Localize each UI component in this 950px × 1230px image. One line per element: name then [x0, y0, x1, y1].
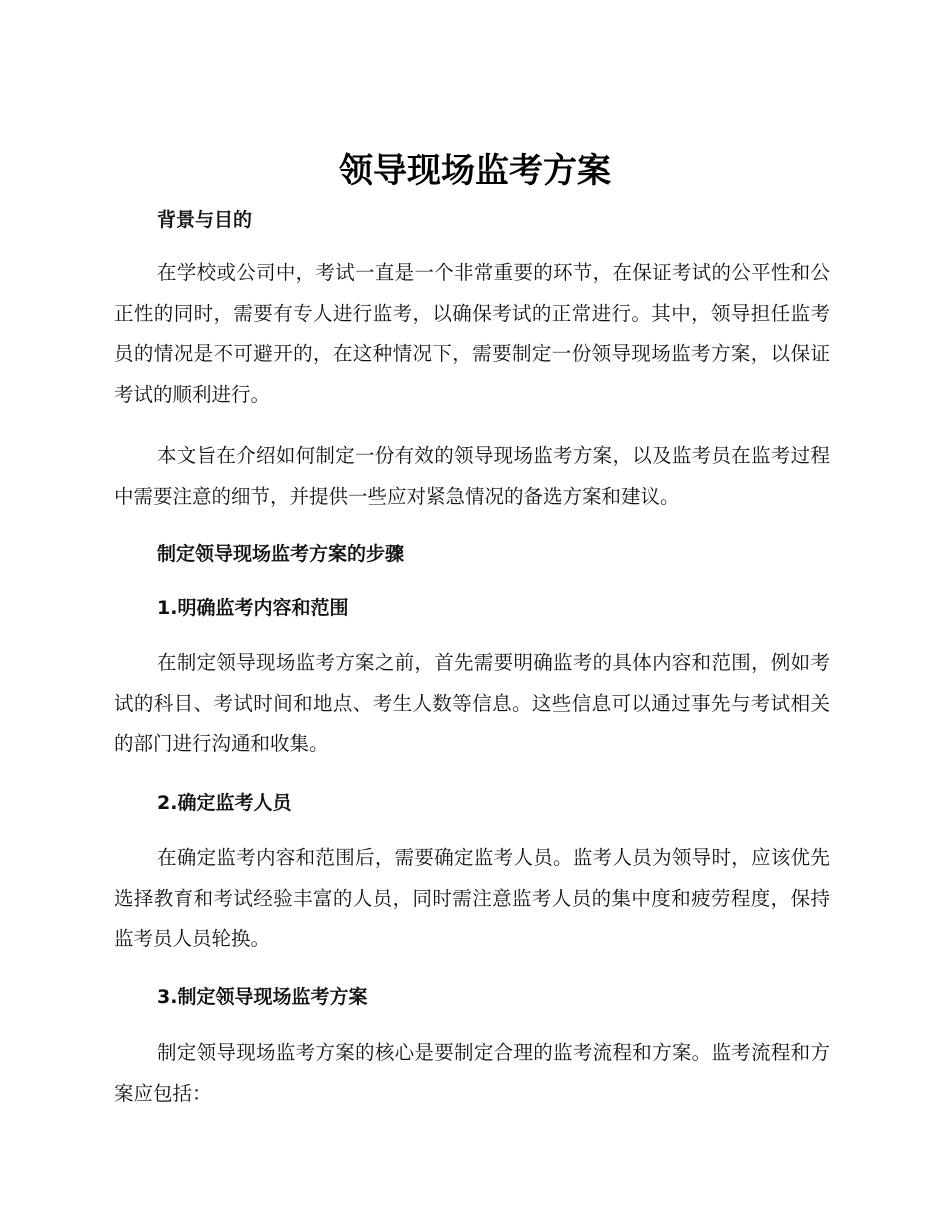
paragraph-step-1: 在制定领导现场监考方案之前，首先需要明确监考的具体内容和范围，例如考试的科目、考试时间和地点、考生人数等信息。这些信息可以通过事先与考试相关的部门进行沟通和收集。	[114, 651, 830, 755]
section-heading-background: 背景与目的	[157, 209, 253, 231]
paragraph-background-2: 本文旨在介绍如何制定一份有效的领导现场监考方案，以及监考员在监考过程中需要注意的细节，并提供一些应对紧急情况的备选方案和建议。	[114, 444, 830, 508]
step-heading-3: 3.制定领导现场监考方案	[157, 986, 368, 1008]
paragraph-step-3: 制定领导现场监考方案的核心是要制定合理的监考流程和方案。监考流程和方案应包括：	[114, 1041, 830, 1105]
step-heading-1: 1.明确监考内容和范围	[157, 597, 349, 619]
section-heading-steps: 制定领导现场监考方案的步骤	[157, 543, 405, 565]
paragraph-background-1: 在学校或公司中，考试一直是一个非常重要的环节，在保证考试的公平性和公正性的同时，需要有专人进行监考，以确保考试的正常进行。其中，领导担任监考员的情况是不可避开的，在这种情况下，需要制定一份领导现场监考方案，以保证考试的顺利进行。	[114, 261, 830, 406]
step-heading-2: 2.确定监考人员	[157, 792, 292, 814]
document-title: 领导现场监考方案	[339, 151, 611, 191]
paragraph-step-2: 在确定监考内容和范围后，需要确定监考人员。监考人员为领导时，应该优先选择教育和考试经验丰富的人员，同时需注意监考人员的集中度和疲劳程度，保持监考员人员轮换。	[114, 846, 830, 950]
